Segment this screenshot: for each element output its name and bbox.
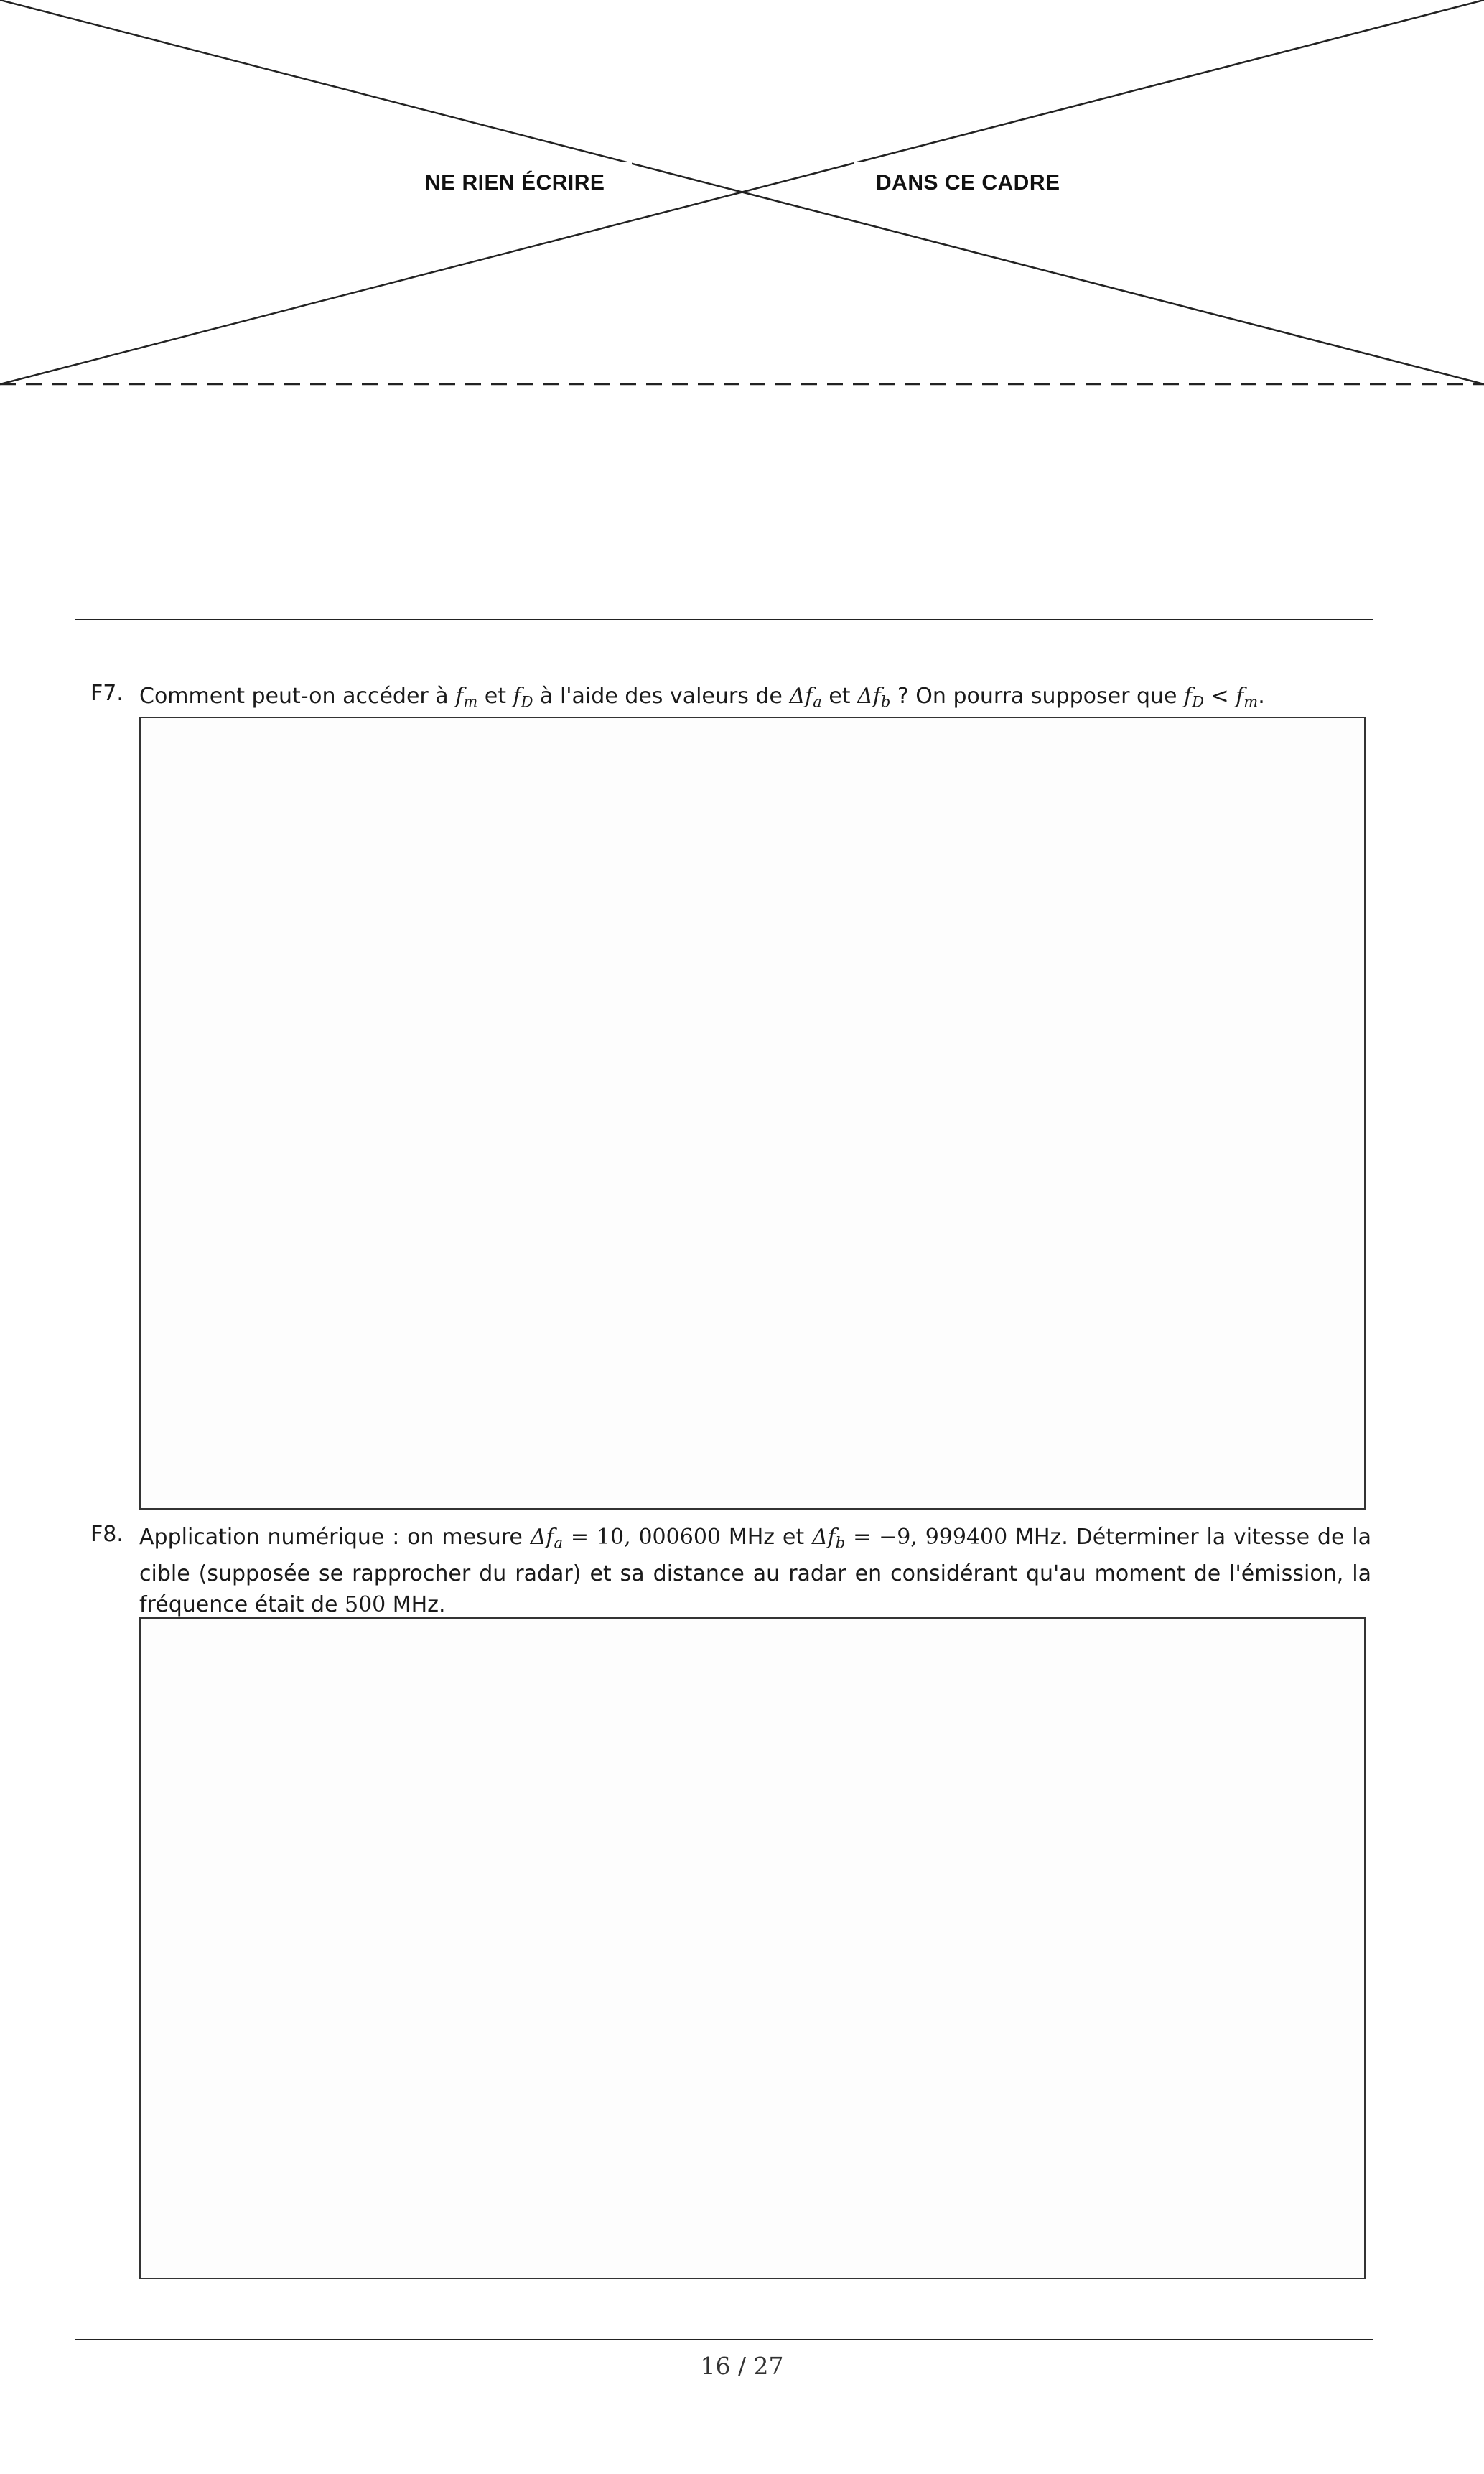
question-number-f8: F8. bbox=[90, 1522, 123, 1547]
question-number-f7: F7. bbox=[90, 681, 123, 706]
top-rule bbox=[75, 619, 1373, 620]
header-left-text: NE RIEN ÉCRIRE bbox=[425, 171, 605, 195]
bottom-rule bbox=[75, 2339, 1373, 2340]
do-not-write-frame bbox=[0, 0, 1484, 388]
answer-box-f7[interactable] bbox=[139, 717, 1366, 1510]
header-right-text: DANS CE CADRE bbox=[876, 171, 1060, 195]
answer-box-f8[interactable] bbox=[139, 1617, 1366, 2279]
page-number: 16 / 27 bbox=[700, 2352, 784, 2380]
question-text-f8: Application numérique : on mesure $\Delta f_a = 10$, 000600 MHz et $\Delta f_b = -9$, 999400 MHz. Déterminer la vitesse de la cible (supposée se rapprocher du radar) et sa distance au radar en considérant qu'au moment de l'émission, la fréquence était de 500 MHz. bbox=[139, 1525, 1371, 1618]
question-text-f7: Comment peut-on accéder à $f_m$ et $f_D$ à l'aide des valeurs de $\Delta f_a$ et $\Delta f_b$ ? On pourra supposer que $f_D < f_m$. bbox=[139, 684, 1265, 711]
